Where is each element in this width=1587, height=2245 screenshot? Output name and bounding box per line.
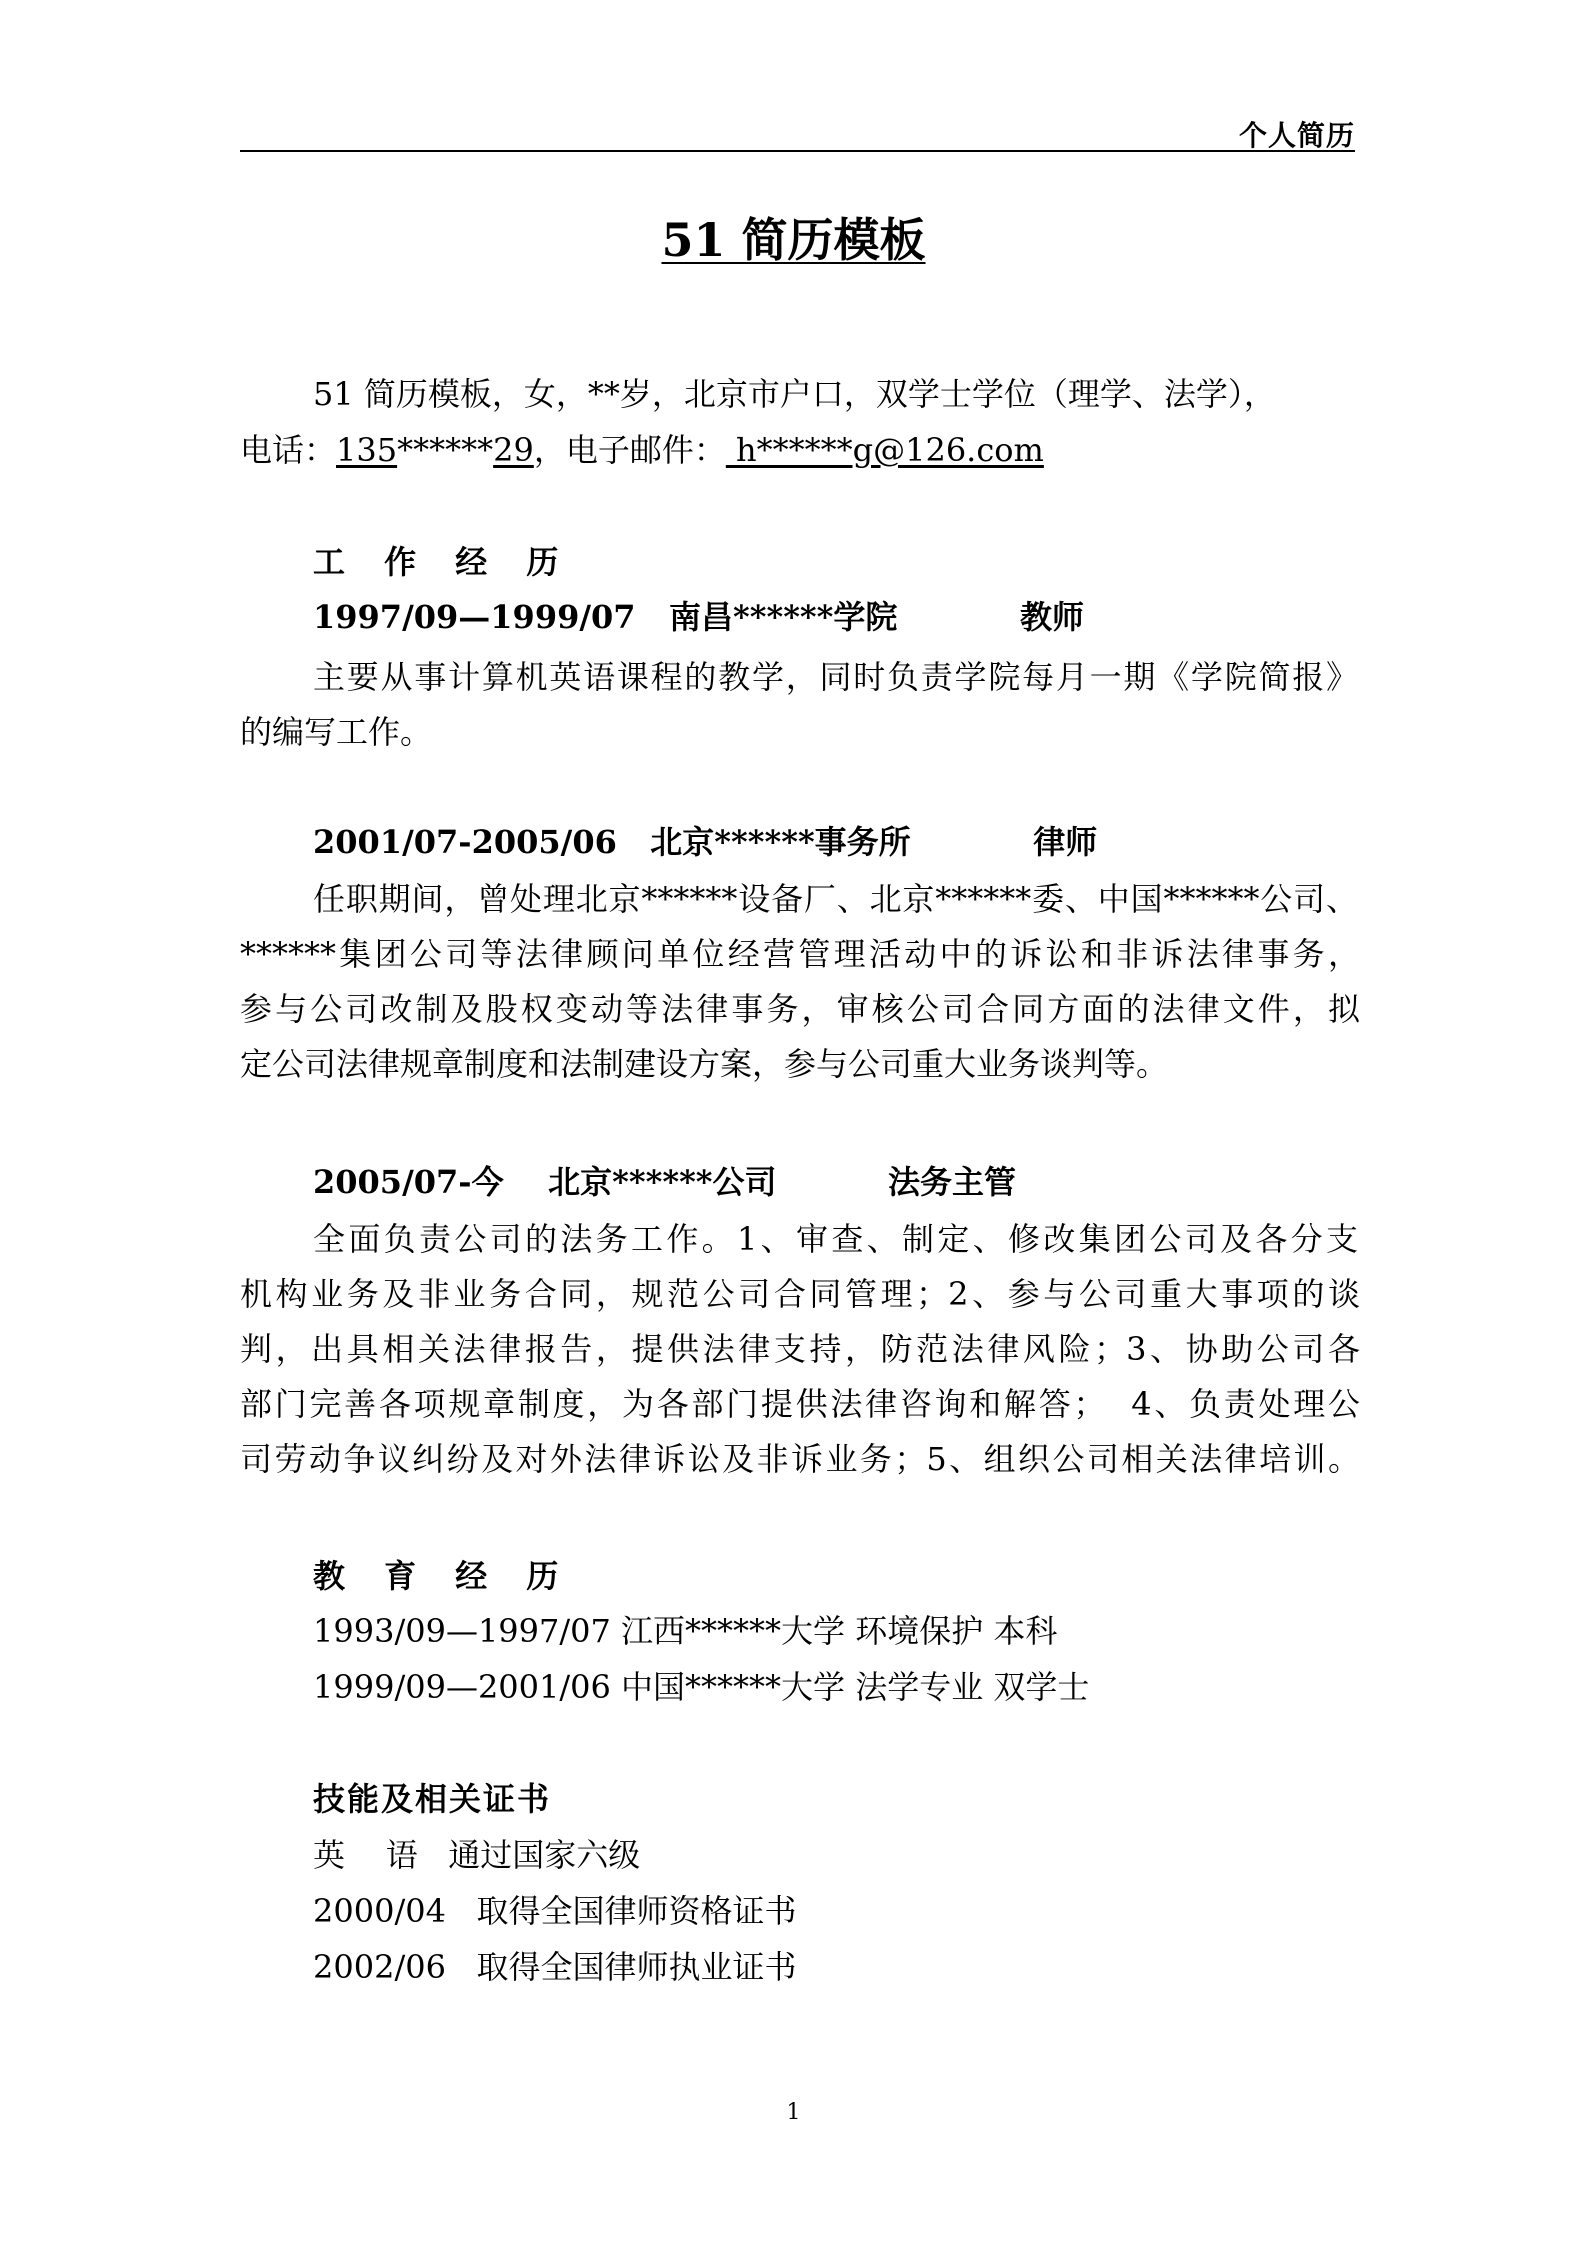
intro-line-1: 51 简历模板，女，**岁，北京市户口，双学士学位（理学、法学），: [313, 375, 1276, 413]
job-3-desc-line-4: 部门完善各项规章制度，为各部门提供法律咨询和解答； 4、负责处理公: [240, 1385, 1360, 1423]
phone-mask: ******: [397, 431, 494, 469]
work-section-title: 工 作 经 历: [313, 543, 573, 581]
phone-part-b: 29: [493, 431, 534, 469]
skill-item-1: 英 语 通过国家六级: [313, 1836, 641, 1874]
email-link[interactable]: h******g@126.com: [725, 431, 1044, 469]
job-2-desc-line-2: ******集团公司等法律顾问单位经营管理活动中的诉讼和非诉法律事务，: [240, 935, 1360, 973]
job-3-desc-line-3: 判，出具相关法律报告，提供法律支持，防范法律风险；3、协助公司各: [240, 1330, 1360, 1368]
job-1-heading: 1997/09—1999/07 南昌******学院 教师: [313, 598, 1084, 636]
skills-section-title: 技能及相关证书: [313, 1780, 552, 1818]
education-section-title: 教 育 经 历: [313, 1557, 573, 1595]
page-number: 1: [786, 2100, 801, 2125]
job-2-desc-line-3: 参与公司改制及股权变动等法律事务，审核公司合同方面的法律文件，拟: [240, 990, 1360, 1028]
job-3-desc-line-5: 司劳动争议纠纷及对外法律诉讼及非诉业务；5、组织公司相关法律培训。: [240, 1440, 1360, 1478]
education-item-2: 1999/09—2001/06 中国******大学 法学专业 双学士: [313, 1668, 1090, 1706]
phone-label: 电话：: [240, 431, 337, 469]
job-1-desc-line-2: 的编写工作。: [240, 713, 433, 751]
skill-item-2: 2000/04 取得全国律师资格证书: [313, 1892, 797, 1930]
phone-part-a: 135: [336, 431, 398, 469]
job-2-desc-line-1: 任职期间，曾处理北京******设备厂、北京******委、中国******公司、: [313, 880, 1358, 918]
job-3-heading: 2005/07-今 北京******公司 法务主管: [313, 1163, 1016, 1201]
education-item-1: 1993/09—1997/07 江西******大学 环境保护 本科: [313, 1612, 1058, 1650]
job-2-heading: 2001/07-2005/06 北京******事务所 律师: [313, 823, 1098, 861]
job-3-desc-line-2: 机构业务及非业务合同，规范公司合同管理；2、参与公司重大事项的谈: [240, 1275, 1360, 1313]
running-header: 个人简历: [1238, 119, 1355, 152]
job-1-desc-line-1: 主要从事计算机英语课程的教学，同时负责学院每月一期《学院简报》: [313, 658, 1358, 696]
job-3-desc-line-1: 全面负责公司的法务工作。1、审查、制定、修改集团公司及各分支: [313, 1220, 1358, 1258]
skill-item-3: 2002/06 取得全国律师执业证书: [313, 1948, 797, 1986]
document-title: [0, 204, 1587, 270]
job-2-desc-line-4: 定公司法律规章制度和法制建设方案，参与公司重大业务谈判等。: [240, 1045, 1169, 1083]
title-text: 51 简历模板: [661, 213, 926, 267]
header-rule: [240, 150, 1355, 152]
email-label: ，电子邮件：: [533, 431, 726, 469]
intro-line-2: [240, 423, 1360, 477]
